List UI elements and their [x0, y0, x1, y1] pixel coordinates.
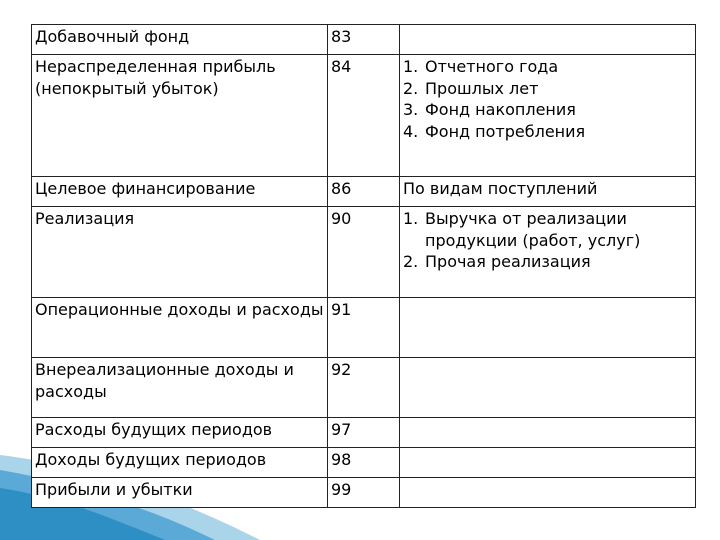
account-name: Нераспределенная прибыль (непокрытый убыток)	[32, 55, 328, 177]
table-row	[32, 298, 696, 358]
account-name: Реализация	[32, 207, 328, 298]
table-row	[32, 207, 696, 298]
account-details	[400, 478, 696, 508]
table-row	[32, 358, 696, 418]
account-details	[400, 298, 696, 358]
list-item: 4. Фонд потребления	[403, 121, 586, 141]
account-details: По видам поступлений	[400, 177, 696, 207]
account-code: 83	[328, 25, 400, 55]
table-row	[32, 478, 696, 508]
list-item: 2. Прошлых лет	[403, 78, 539, 98]
table-row	[32, 177, 696, 207]
list-item: 3. Фонд накопления	[403, 100, 576, 119]
account-name: Прибыли и убытки	[32, 478, 328, 508]
accounts-table	[31, 24, 696, 508]
list-item: 1. Отчетного года	[403, 57, 559, 76]
table-row	[32, 55, 696, 177]
list-item: 2. Прочая реализация	[403, 252, 591, 271]
account-code: 98	[328, 448, 400, 478]
account-details	[400, 418, 696, 448]
account-details	[400, 448, 696, 478]
table-row	[32, 448, 696, 478]
account-name: Целевое финансирование	[32, 177, 328, 207]
account-code: 90	[328, 207, 400, 298]
account-details	[400, 55, 696, 177]
table-row	[32, 418, 696, 448]
account-name: Внереализационные доходы и расходы	[32, 358, 328, 418]
account-details	[400, 358, 696, 418]
list-item: 1. Выручка от реализации продукции (работ, услуг)	[403, 209, 641, 250]
account-code: 99	[328, 478, 400, 508]
account-name: Доходы будущих периодов	[32, 448, 328, 478]
account-code: 84	[328, 55, 400, 177]
sub-account-list	[403, 56, 692, 142]
account-name: Добавочный фонд	[32, 25, 328, 55]
account-details	[400, 25, 696, 55]
table-row	[32, 25, 696, 55]
account-details	[400, 207, 696, 298]
sub-account-list	[403, 208, 692, 273]
account-code: 92	[328, 358, 400, 418]
account-code: 97	[328, 418, 400, 448]
account-code: 91	[328, 298, 400, 358]
account-code: 86	[328, 177, 400, 207]
account-name: Расходы будущих периодов	[32, 418, 328, 448]
account-name: Операционные доходы и расходы	[32, 298, 328, 358]
